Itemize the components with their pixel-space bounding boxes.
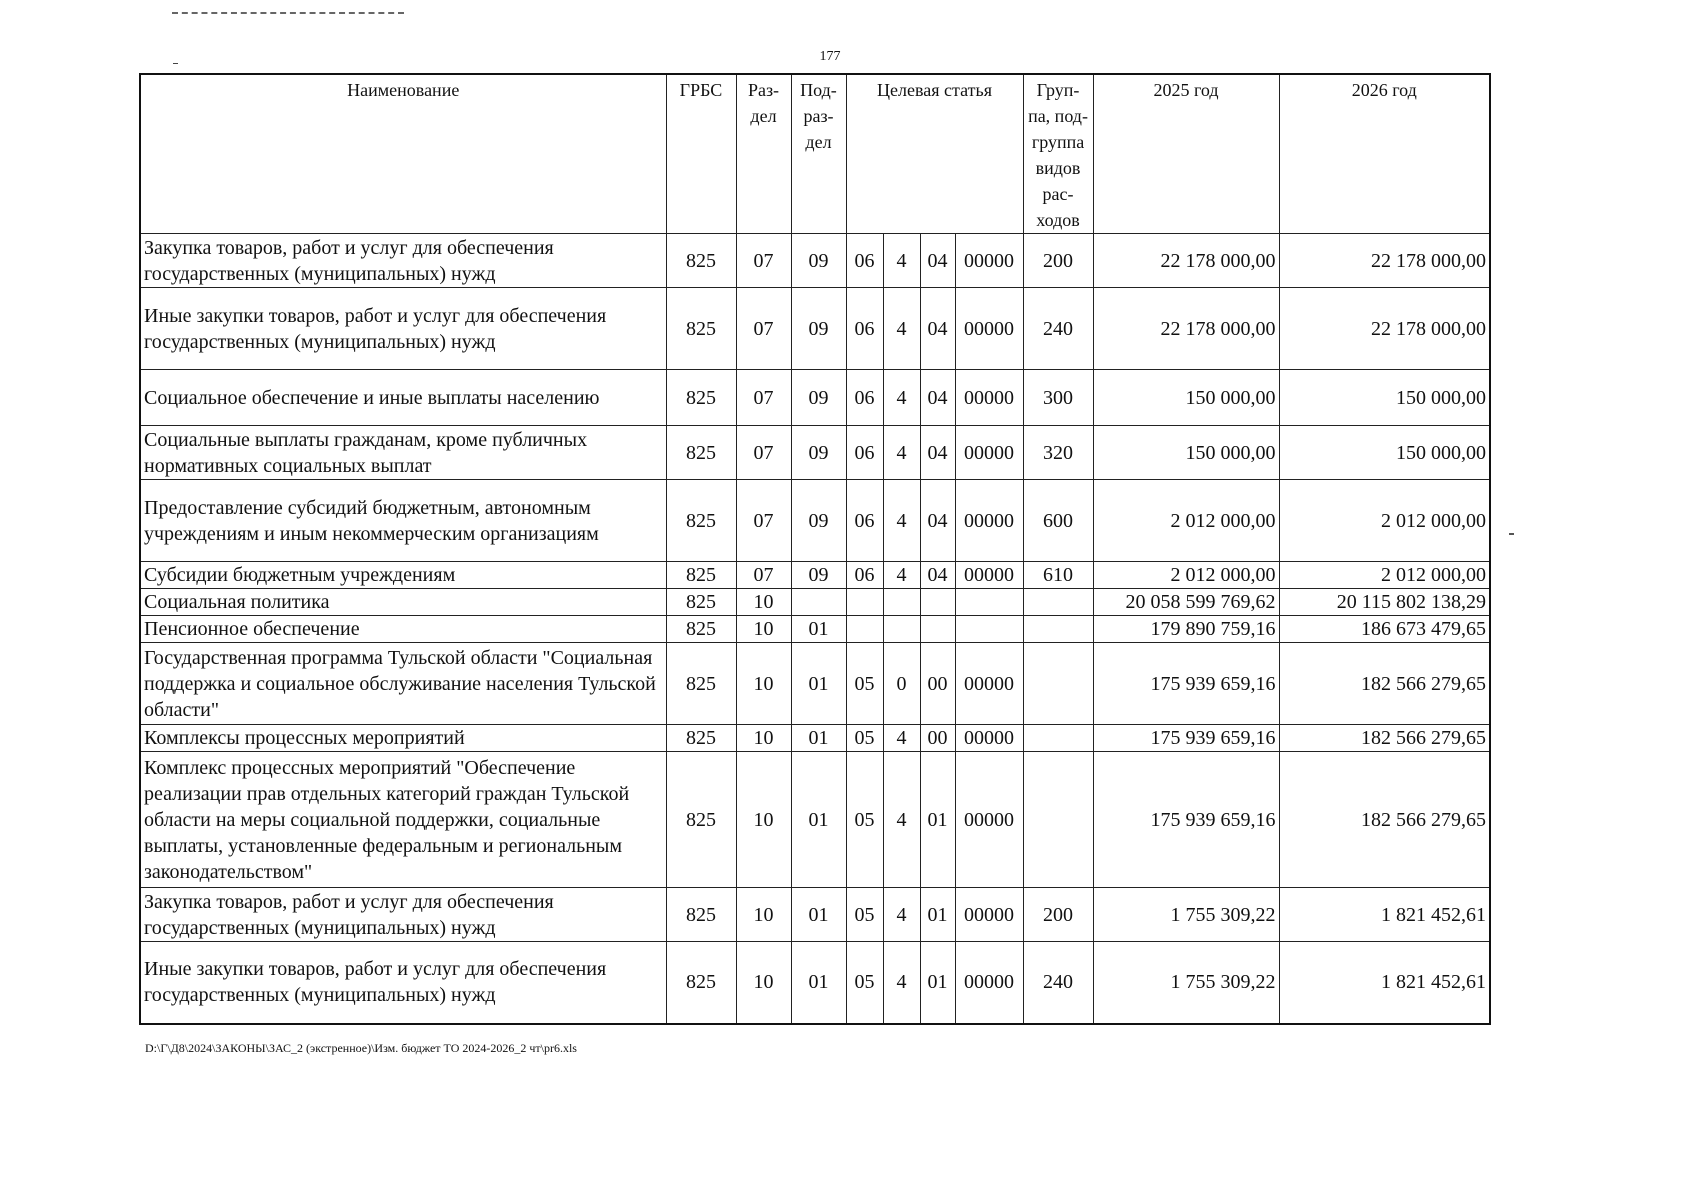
cell-razdel: 07 — [736, 480, 791, 562]
cell-target-1: 05 — [846, 942, 883, 1024]
cell-razdel: 07 — [736, 234, 791, 288]
cell-target-4: 00000 — [955, 752, 1023, 888]
cell-grbs: 825 — [666, 643, 736, 725]
cell-target-1: 06 — [846, 426, 883, 480]
cell-podrazdel: 09 — [791, 370, 846, 426]
cell-2026: 182 566 279,65 — [1279, 725, 1490, 752]
cell-podrazdel: 09 — [791, 234, 846, 288]
cell-target-2: 4 — [883, 888, 920, 942]
cell-name: Иные закупки товаров, работ и услуг для обеспечения государственных (муниципальных) нужд — [140, 942, 666, 1024]
table-row — [140, 752, 1490, 888]
cell-expense-group: 240 — [1023, 288, 1093, 370]
cell-razdel: 07 — [736, 288, 791, 370]
cell-expense-group: 610 — [1023, 562, 1093, 589]
cell-expense-group — [1023, 589, 1093, 616]
cell-2026: 2 012 000,00 — [1279, 480, 1490, 562]
cell-razdel: 10 — [736, 942, 791, 1024]
cell-2025: 175 939 659,16 — [1093, 725, 1279, 752]
cell-target-4: 00000 — [955, 426, 1023, 480]
cell-target-4 — [955, 589, 1023, 616]
cell-expense-group: 320 — [1023, 426, 1093, 480]
cell-expense-group — [1023, 752, 1093, 888]
cell-target-4: 00000 — [955, 370, 1023, 426]
cell-2026: 1 821 452,61 — [1279, 888, 1490, 942]
cell-2026: 22 178 000,00 — [1279, 234, 1490, 288]
cell-2025: 179 890 759,16 — [1093, 616, 1279, 643]
cell-expense-group: 200 — [1023, 888, 1093, 942]
header-podrazdel: Под- раз- дел — [791, 74, 846, 234]
cell-podrazdel: 09 — [791, 480, 846, 562]
cell-razdel: 10 — [736, 589, 791, 616]
cell-name: Комплексы процессных мероприятий — [140, 725, 666, 752]
footer-file-path: D:\Г\Д8\2024\ЗАКОНЫ\ЗАС_2 (экстренное)\Изм. бюджет ТО 2024-2026_2 чт\pr6.xls — [145, 1041, 577, 1055]
cell-2026: 1 821 452,61 — [1279, 942, 1490, 1024]
cell-target-2 — [883, 616, 920, 643]
cell-target-3: 01 — [920, 888, 955, 942]
header-expense-group: Груп- па, под- группа видов рас- ходов — [1023, 74, 1093, 234]
cell-razdel: 07 — [736, 426, 791, 480]
header-2025: 2025 год — [1093, 74, 1279, 234]
cell-name: Государственная программа Тульской области "Социальная поддержка и социальное обслуживание населения Тульской области" — [140, 643, 666, 725]
cell-target-1: 05 — [846, 643, 883, 725]
cell-razdel: 07 — [736, 562, 791, 589]
cell-podrazdel: 01 — [791, 752, 846, 888]
cell-2026: 186 673 479,65 — [1279, 616, 1490, 643]
cell-name: Предоставление субсидий бюджетным, автономным учреждениям и иным некоммерческим организациям — [140, 480, 666, 562]
cell-target-4: 00000 — [955, 288, 1023, 370]
cell-podrazdel: 01 — [791, 643, 846, 725]
cell-expense-group: 600 — [1023, 480, 1093, 562]
cell-podrazdel: 01 — [791, 942, 846, 1024]
cell-target-1: 06 — [846, 370, 883, 426]
cell-2026: 22 178 000,00 — [1279, 288, 1490, 370]
cell-2025: 175 939 659,16 — [1093, 752, 1279, 888]
cell-name: Закупка товаров, работ и услуг для обеспечения государственных (муниципальных) нужд — [140, 234, 666, 288]
cell-target-2: 4 — [883, 234, 920, 288]
table-row — [140, 888, 1490, 942]
budget-table — [139, 73, 1491, 1025]
cell-target-1: 06 — [846, 288, 883, 370]
header-target-article: Целевая статья — [846, 74, 1023, 234]
cell-grbs: 825 — [666, 480, 736, 562]
cell-grbs: 825 — [666, 426, 736, 480]
table-row — [140, 288, 1490, 370]
table-header-row — [140, 74, 1490, 234]
cell-target-4: 00000 — [955, 888, 1023, 942]
cell-2025: 22 178 000,00 — [1093, 288, 1279, 370]
table-row — [140, 480, 1490, 562]
cell-target-2: 4 — [883, 480, 920, 562]
cell-2025: 175 939 659,16 — [1093, 643, 1279, 725]
header-2026: 2026 год — [1279, 74, 1490, 234]
cell-grbs: 825 — [666, 888, 736, 942]
cell-expense-group: 300 — [1023, 370, 1093, 426]
cell-expense-group — [1023, 616, 1093, 643]
cell-2025: 20 058 599 769,62 — [1093, 589, 1279, 616]
cell-name: Закупка товаров, работ и услуг для обеспечения государственных (муниципальных) нужд — [140, 888, 666, 942]
header-razdel: Раз- дел — [736, 74, 791, 234]
margin-mark — [1509, 533, 1514, 535]
cell-target-1 — [846, 589, 883, 616]
cell-target-2: 4 — [883, 725, 920, 752]
table-row — [140, 942, 1490, 1024]
cell-podrazdel: 01 — [791, 725, 846, 752]
cell-target-3: 04 — [920, 370, 955, 426]
cell-name: Социальная политика — [140, 589, 666, 616]
cell-target-1: 05 — [846, 752, 883, 888]
cell-target-3 — [920, 589, 955, 616]
cell-target-4: 00000 — [955, 562, 1023, 589]
cell-podrazdel — [791, 589, 846, 616]
cell-2026: 182 566 279,65 — [1279, 643, 1490, 725]
cell-target-3: 00 — [920, 725, 955, 752]
cell-target-1: 06 — [846, 234, 883, 288]
cell-target-1: 06 — [846, 480, 883, 562]
cell-2026: 20 115 802 138,29 — [1279, 589, 1490, 616]
cell-target-4: 00000 — [955, 725, 1023, 752]
cell-grbs: 825 — [666, 752, 736, 888]
cell-grbs: 825 — [666, 370, 736, 426]
cell-2025: 2 012 000,00 — [1093, 562, 1279, 589]
cell-podrazdel: 09 — [791, 426, 846, 480]
cell-2025: 1 755 309,22 — [1093, 942, 1279, 1024]
cell-target-3: 04 — [920, 234, 955, 288]
cell-razdel: 10 — [736, 725, 791, 752]
cell-razdel: 10 — [736, 752, 791, 888]
table-row — [140, 589, 1490, 616]
cell-2025: 2 012 000,00 — [1093, 480, 1279, 562]
cell-2025: 1 755 309,22 — [1093, 888, 1279, 942]
table-row — [140, 234, 1490, 288]
header-name: Наименование — [140, 74, 666, 234]
cell-2025: 150 000,00 — [1093, 426, 1279, 480]
cell-target-4: 00000 — [955, 234, 1023, 288]
cell-2025: 22 178 000,00 — [1093, 234, 1279, 288]
table-row — [140, 643, 1490, 725]
cell-podrazdel: 09 — [791, 288, 846, 370]
cell-razdel: 07 — [736, 370, 791, 426]
cell-2026: 150 000,00 — [1279, 370, 1490, 426]
cell-target-1: 06 — [846, 562, 883, 589]
page-number: 177 — [819, 49, 841, 64]
cell-target-3: 04 — [920, 562, 955, 589]
cell-expense-group: 200 — [1023, 234, 1093, 288]
top-scribble — [172, 12, 404, 14]
cell-grbs: 825 — [666, 725, 736, 752]
table-row — [140, 426, 1490, 480]
cell-grbs: 825 — [666, 616, 736, 643]
table-row — [140, 370, 1490, 426]
cell-target-4 — [955, 616, 1023, 643]
table-row — [140, 616, 1490, 643]
cell-grbs: 825 — [666, 589, 736, 616]
cell-name: Социальное обеспечение и иные выплаты населению — [140, 370, 666, 426]
cell-target-4: 00000 — [955, 480, 1023, 562]
cell-podrazdel: 09 — [791, 562, 846, 589]
cell-grbs: 825 — [666, 288, 736, 370]
cell-grbs: 825 — [666, 562, 736, 589]
cell-target-2: 4 — [883, 288, 920, 370]
cell-expense-group: 240 — [1023, 942, 1093, 1024]
cell-2026: 2 012 000,00 — [1279, 562, 1490, 589]
table-row — [140, 562, 1490, 589]
cell-razdel: 10 — [736, 616, 791, 643]
cell-target-2: 4 — [883, 370, 920, 426]
cell-target-3: 01 — [920, 752, 955, 888]
cell-target-2: 4 — [883, 942, 920, 1024]
cell-target-3 — [920, 616, 955, 643]
cell-target-3: 04 — [920, 288, 955, 370]
cell-target-3: 00 — [920, 643, 955, 725]
cell-name: Пенсионное обеспечение — [140, 616, 666, 643]
cell-podrazdel: 01 — [791, 888, 846, 942]
cell-target-2 — [883, 589, 920, 616]
cell-expense-group — [1023, 643, 1093, 725]
table-row — [140, 725, 1490, 752]
cell-razdel: 10 — [736, 888, 791, 942]
cell-target-2: 4 — [883, 426, 920, 480]
cell-target-4: 00000 — [955, 643, 1023, 725]
header-grbs: ГРБС — [666, 74, 736, 234]
cell-name: Комплекс процессных мероприятий "Обеспечение реализации прав отдельных категорий граждан Тульской области на меры социальной поддержки, социальные выплаты, установленные федеральным и региональным законодательством" — [140, 752, 666, 888]
margin-mark — [173, 63, 178, 64]
cell-name: Субсидии бюджетным учреждениям — [140, 562, 666, 589]
cell-2026: 182 566 279,65 — [1279, 752, 1490, 888]
cell-target-2: 4 — [883, 562, 920, 589]
cell-target-1: 05 — [846, 725, 883, 752]
cell-target-3: 04 — [920, 426, 955, 480]
cell-podrazdel: 01 — [791, 616, 846, 643]
cell-target-3: 04 — [920, 480, 955, 562]
cell-razdel: 10 — [736, 643, 791, 725]
cell-2026: 150 000,00 — [1279, 426, 1490, 480]
cell-target-3: 01 — [920, 942, 955, 1024]
cell-name: Иные закупки товаров, работ и услуг для обеспечения государственных (муниципальных) нужд — [140, 288, 666, 370]
cell-target-1: 05 — [846, 888, 883, 942]
cell-name: Социальные выплаты гражданам, кроме публичных нормативных социальных выплат — [140, 426, 666, 480]
cell-target-2: 0 — [883, 643, 920, 725]
cell-target-4: 00000 — [955, 942, 1023, 1024]
cell-grbs: 825 — [666, 942, 736, 1024]
cell-target-1 — [846, 616, 883, 643]
cell-expense-group — [1023, 725, 1093, 752]
cell-grbs: 825 — [666, 234, 736, 288]
cell-2025: 150 000,00 — [1093, 370, 1279, 426]
cell-target-2: 4 — [883, 752, 920, 888]
